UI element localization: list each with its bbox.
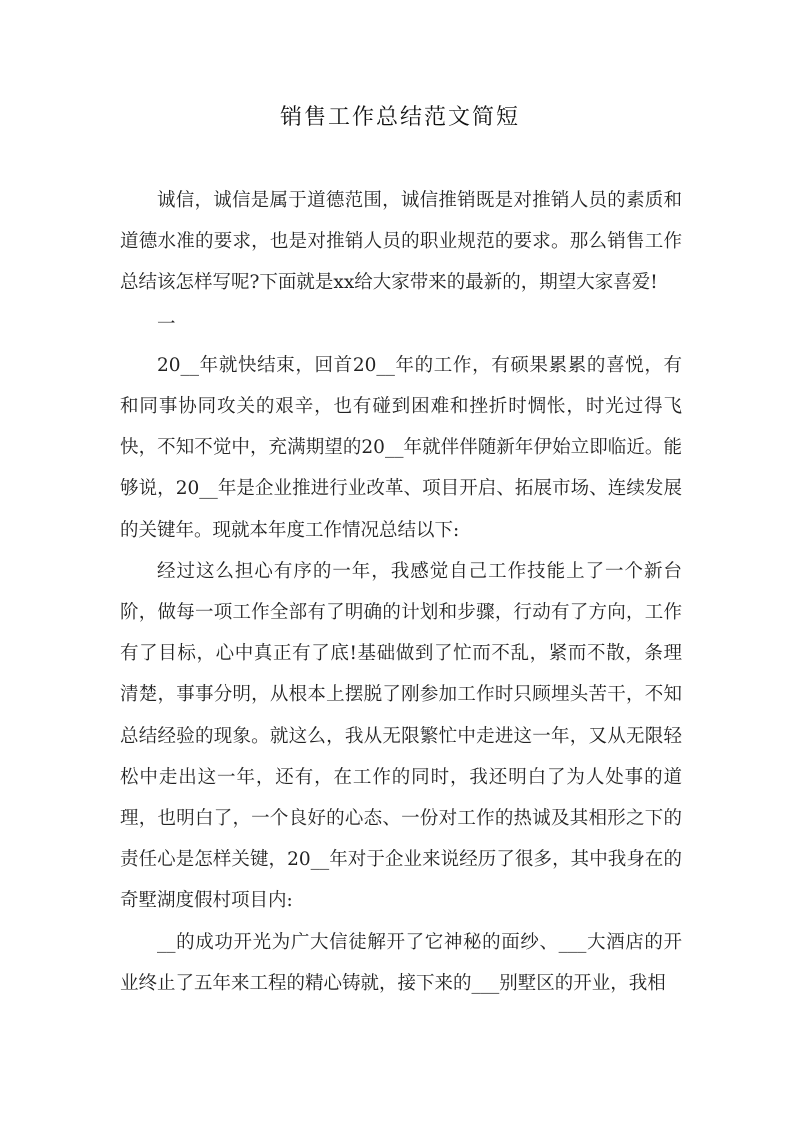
paragraph-year-summary: 20__年就快结束，回首20__年的工作，有硕果累累的喜悦，有和同事协同攻关的艰辛，也有碰到困难和挫折时惆怅，时光过得飞快，不知不觉中，充满期望的20__年就伴伴随新年伊始立即临近。能够说，20__年是企业推进行业改革、项目开启、拓展市场、连续发展的关键年。现就本年度工作情况总结以下: <box>120 354 682 541</box>
document-title: 销售工作总结范文简短 <box>279 105 520 130</box>
paragraph-intro: 诚信，诚信是属于道德范围，诚信推销既是对推销人员的素质和道德水准的要求，也是对推销人员的职业规范的要求。那么销售工作总结该怎样写呢?下面就是xx给大家带来的最新的，期望大家喜爱! <box>120 190 682 294</box>
section-marker: 一 <box>157 313 176 335</box>
paragraph-project-opening: __的成功开光为广大信徒解开了它神秘的面纱、___大酒店的开业终止了五年来工程的精心铸就，接下来的___别墅区的开业，我相 <box>120 931 682 994</box>
paragraph-work-experience: 经过这么担心有序的一年，我感觉自己工作技能上了一个新台阶，做每一项工作全部有了明确的计划和步骤，行动有了方向，工作有了目标，心中真正有了底!基础做到了忙而不乱，紧而不散，条理清楚，事事分明，从根本上摆脱了刚参加工作时只顾埋头苦干，不知总结经验的现象。就这么，我从无限繁忙中走进这一年，又从无限轻松中走出这一年，还有，在工作的同时，我还明白了为人处事的道理，也明白了，一个良好的心态、一份对工作的热诚及其相形之下的责任心是怎样关键，20__年对于企业来说经历了很多，其中我身在的奇墅湖度假村项目内: <box>120 560 682 912</box>
document-body <box>120 180 682 1004</box>
